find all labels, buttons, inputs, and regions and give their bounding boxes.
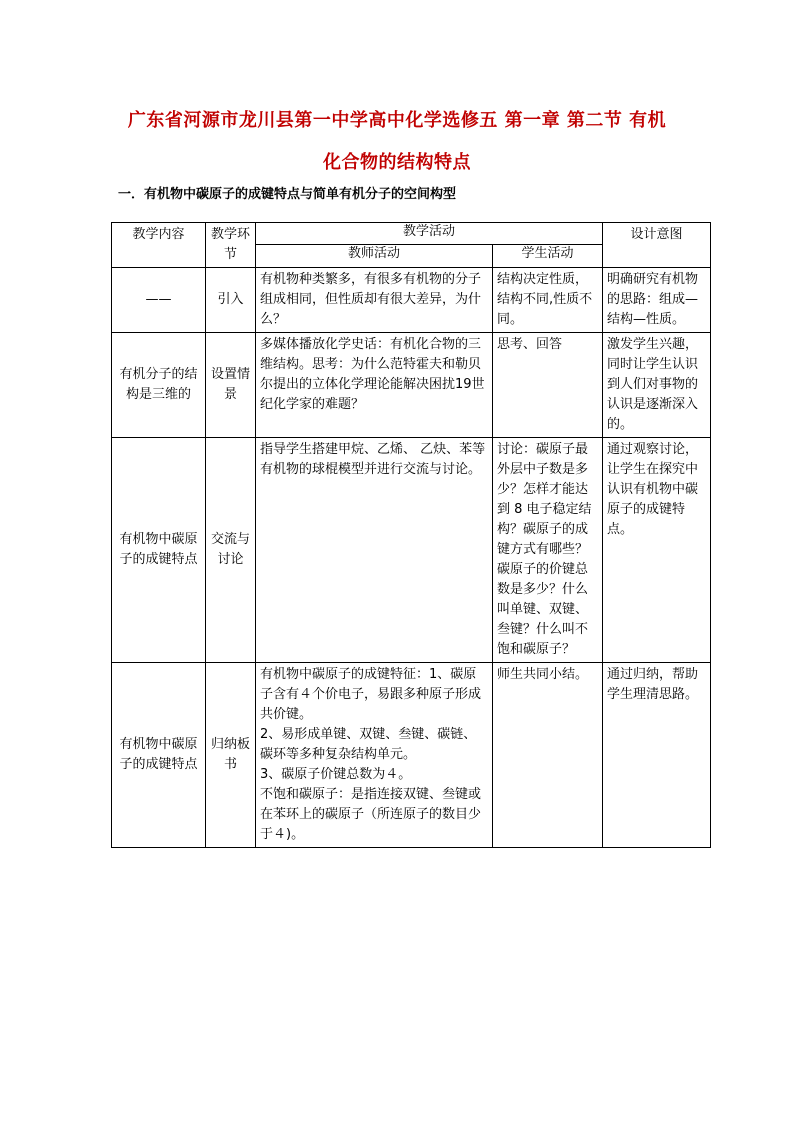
header-intent: 设计意图 — [603, 223, 711, 268]
cell-student: 讨论：碳原子最外层中子数是多少？怎样才能达到 8 电子稳定结构？碳原子的成键方式有哪些？碳原子的价键总数是多少？什么叫单键、双键、叁键？什么叫不饱和碳原子？ — [493, 438, 603, 663]
header-teacher: 教师活动 — [256, 244, 493, 267]
cell-teacher — [256, 663, 493, 848]
cell-intent: 明确研究有机物的思路：组成—结构—性质。 — [603, 268, 711, 333]
table-row — [112, 268, 711, 333]
table-row — [112, 438, 711, 663]
cell-student: 思考、回答 — [493, 333, 603, 438]
header-content: 教学内容 — [112, 223, 206, 268]
header-student: 学生活动 — [493, 244, 603, 267]
cell-student: 结构决定性质，结构不同,性质不同。 — [493, 268, 603, 333]
cell-stage: 引入 — [206, 268, 256, 333]
lesson-plan-table — [111, 222, 711, 848]
document-title-line-1: 广东省河源市龙川县第一中学高中化学选修五 第一章 第二节 有机 — [127, 110, 667, 131]
cell-intent: 通过观察讨论，让学生在探究中认识有机物中碳原子的成键特点。 — [603, 438, 711, 663]
cell-content: 有机物中碳原子的成键特点 — [112, 438, 206, 663]
cell-intent: 通过归纳，帮助学生理清思路。 — [603, 663, 711, 848]
table-row — [112, 333, 711, 438]
table-row — [112, 663, 711, 848]
cell-intent: 激发学生兴趣，同时让学生认识到人们对事物的认识是逐渐深入的。 — [603, 333, 711, 438]
cell-stage: 设置情景 — [206, 333, 256, 438]
cell-stage: 归纳板书 — [206, 663, 256, 848]
header-stage: 教学环节 — [206, 223, 256, 268]
cell-content: —— — [112, 268, 206, 333]
cell-teacher: 指导学生搭建甲烷、乙烯、 乙炔、苯等有机物的球棍模型并进行交流与讨论。 — [256, 438, 493, 663]
table-header-row — [112, 223, 711, 245]
teacher-line: 2、易形成单键、双键、叁键、碳链、碳环等多种复杂结构单元。 — [260, 727, 477, 762]
teacher-line: 不饱和碳原子：是指连接双键、叁键或在苯环上的碳原子（所连原子的数目少于４)。 — [260, 787, 482, 842]
cell-student: 师生共同小结。 — [493, 663, 603, 848]
teacher-line: 有机物中碳原子的成键特征：1、碳原子含有４个价电子，易跟多种原子形成共价键。 — [260, 667, 482, 722]
cell-content: 有机物中碳原子的成键特点 — [112, 663, 206, 848]
cell-content: 有机分子的结构是三维的 — [112, 333, 206, 438]
teacher-line: 3、碳原子价键总数为４。 — [260, 767, 412, 782]
cell-stage: 交流与讨论 — [206, 438, 256, 663]
cell-teacher: 多媒体播放化学史话：有机化合物的三维结构。思考：为什么范特霍夫和勒贝尔提出的立体化学理论能解决困扰19世纪化学家的难题？ — [256, 333, 493, 438]
header-activity: 教学活动 — [256, 223, 603, 245]
section-heading: 一．有机物中碳原子的成键特点与简单有机分子的空间构型 — [118, 187, 457, 202]
cell-teacher: 有机物种类繁多，有很多有机物的分子组成相同，但性质却有很大差异，为什么？ — [256, 268, 493, 333]
document-title-line-2: 化合物的结构特点 — [323, 152, 471, 173]
